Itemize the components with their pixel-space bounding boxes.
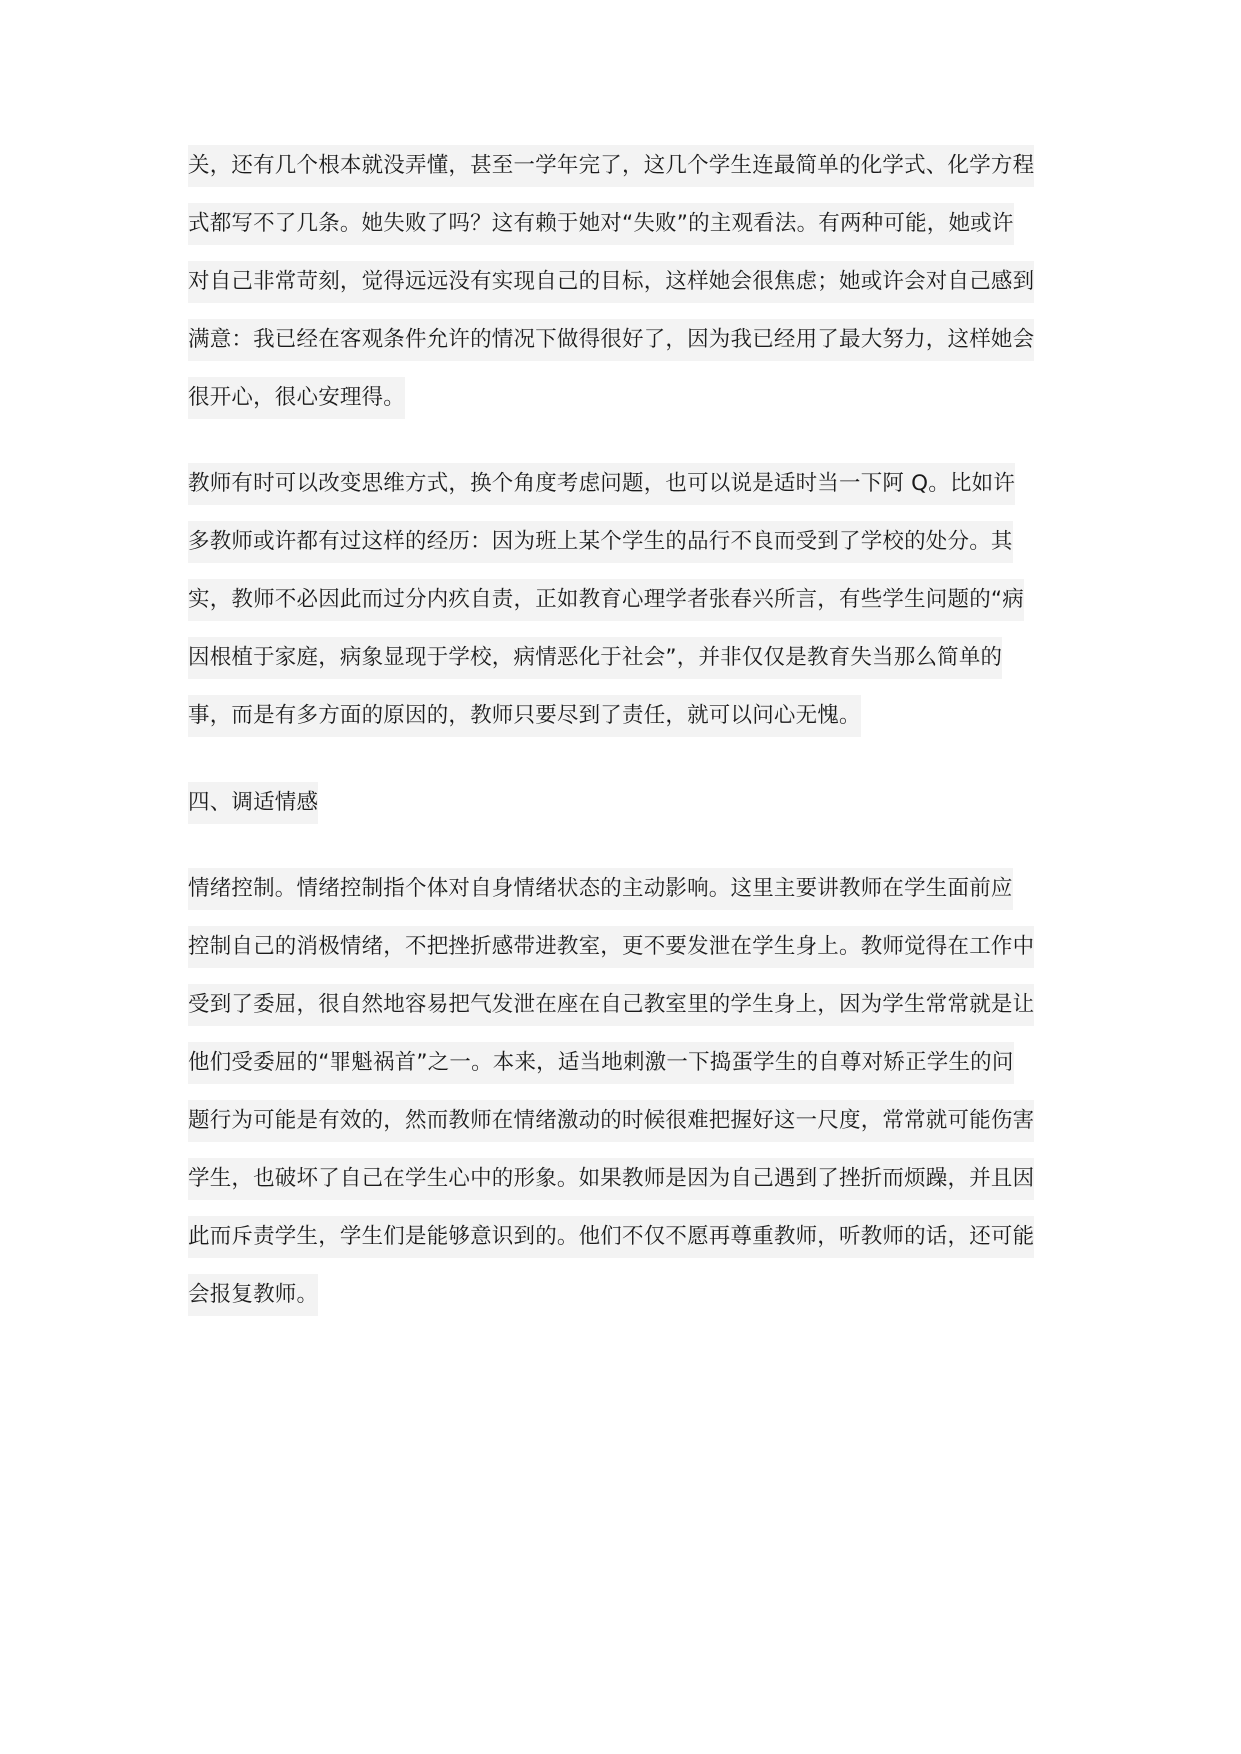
text-line: 满意：我已经在客观条件允许的情况下做得很好了，因为我已经用了最大努力，这样她会 — [188, 319, 1034, 361]
text-line: 教师有时可以改变思维方式，换个角度考虑问题，也可以说是适时当一下阿 Q。比如许 — [188, 463, 1015, 505]
text-line: 此而斥责学生，学生们是能够意识到的。他们不仅不愿再尊重教师，听教师的话，还可能 — [188, 1216, 1034, 1258]
text-line: 因根植于家庭，病象显现于学校，病情恶化于社会”，并非仅仅是教育失当那么简单的 — [188, 637, 1002, 679]
text-line: 事，而是有多方面的原因的，教师只要尽到了责任，就可以问心无愧。 — [188, 695, 861, 737]
heading-text: 四、调适情感 — [188, 782, 318, 824]
text-line: 式都写不了几条。她失败了吗？这有赖于她对“失败”的主观看法。有两种可能，她或许 — [188, 203, 1014, 245]
text-line: 关，还有几个根本就没弄懂，甚至一学年完了，这几个学生连最简单的化学式、化学方程 — [188, 145, 1034, 187]
text-line: 他们受委屈的“罪魁祸首”之一。本来，适当地刺激一下捣蛋学生的自尊对矫正学生的问 — [188, 1042, 1014, 1084]
text-line: 实，教师不必因此而过分内疚自责，正如教育心理学者张春兴所言，有些学生问题的“病 — [188, 579, 1024, 621]
text-line: 多教师或许都有过这样的经历：因为班上某个学生的品行不良而受到了学校的处分。其 — [188, 521, 1013, 563]
text-line: 会报复教师。 — [188, 1274, 318, 1316]
text-line: 对自己非常苛刻，觉得远远没有实现自己的目标，这样她会很焦虑；她或许会对自己感到 — [188, 261, 1034, 303]
text-line: 受到了委屈，很自然地容易把气发泄在座在自己教室里的学生身上，因为学生常常就是让 — [188, 984, 1034, 1026]
text-line: 情绪控制。情绪控制指个体对自身情绪状态的主动影响。这里主要讲教师在学生面前应 — [188, 868, 1013, 910]
text-line: 题行为可能是有效的，然而教师在情绪激动的时候很难把握好这一尺度，常常就可能伤害 — [188, 1100, 1034, 1142]
text-line: 学生，也破坏了自己在学生心中的形象。如果教师是因为自己遇到了挫折而烦躁，并且因 — [188, 1158, 1034, 1200]
text-line: 很开心，很心安理得。 — [188, 377, 405, 419]
text-line: 控制自己的消极情绪，不把挫折感带进教室，更不要发泄在学生身上。教师觉得在工作中 — [188, 926, 1034, 968]
